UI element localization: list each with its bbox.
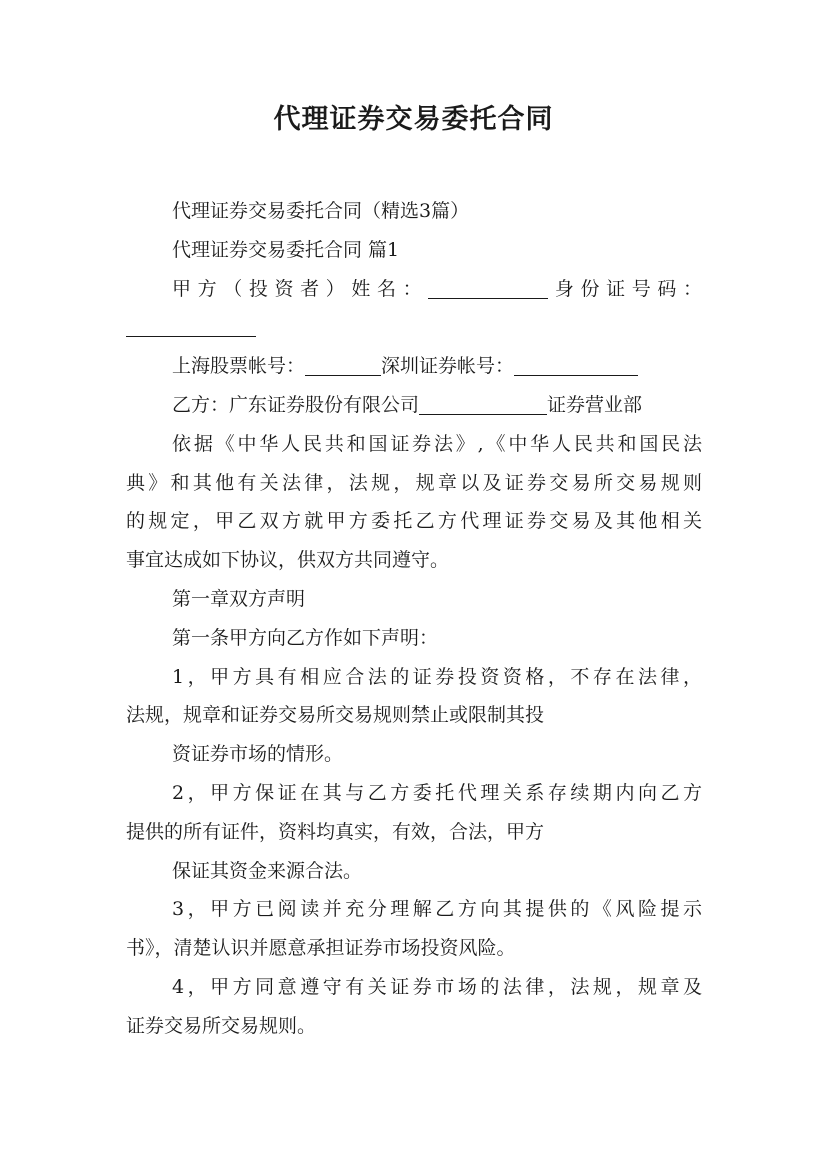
- document-title: 代理证券交易委托合同: [273, 104, 554, 135]
- accounts-line: [126, 347, 702, 386]
- party-a-id-line: [126, 308, 702, 347]
- shenzhen-account-label: 深圳证券帐号：: [381, 355, 515, 378]
- part-heading: 代理证券交易委托合同 篇1: [172, 238, 400, 261]
- article-heading: 第一条甲方向乙方作如下声明：: [172, 626, 439, 649]
- clause-line: 证券交易所交易规则。: [126, 1014, 317, 1037]
- preamble-line: 的规定，甲乙双方就甲方委托乙方代理证券交易及其他相关: [126, 510, 702, 533]
- party-b-branch-blank[interactable]: [419, 392, 547, 415]
- preamble-line: 依据《中华人民共和国证券法》,《中华人民共和国民法: [172, 432, 702, 455]
- clause-line: 书》，清楚认识并愿意承担证券市场投资风险。: [126, 937, 516, 960]
- clause-line: 1，甲方具有相应合法的证券投资资格，不存在法律，: [172, 665, 702, 688]
- preamble-line: 典》和其他有关法律，法规，规章以及证券交易所交易规则: [126, 471, 702, 494]
- party-a-name-label: 甲方（投资者）姓名：: [172, 277, 429, 300]
- party-a-name-blank[interactable]: [428, 276, 548, 299]
- preamble-line: 事宜达成如下协议，供双方共同遵守。: [126, 549, 450, 572]
- party-b-prefix: 乙方：广东证券股份有限公司: [172, 393, 420, 416]
- shenzhen-account-blank[interactable]: [514, 353, 638, 376]
- shanghai-account-label: 上海股票帐号：: [172, 355, 306, 378]
- party-a-id-label: 身份证号码：: [548, 277, 702, 300]
- clause-continuation: 保证其资金来源合法。: [172, 859, 363, 882]
- shanghai-account-blank[interactable]: [305, 353, 381, 376]
- clause-line: 2，甲方保证在其与乙方委托代理关系存续期内向乙方: [172, 781, 702, 804]
- document-body: [126, 192, 702, 1046]
- party-a-id-blank[interactable]: [126, 314, 256, 337]
- chapter-heading: 第一章双方声明: [172, 587, 306, 610]
- clause-line: 4，甲方同意遵守有关证券市场的法律，法规，规章及: [172, 975, 702, 998]
- clause-line: 法规，规章和证券交易所交易规则禁止或限制其投: [126, 704, 545, 727]
- clause-continuation: 资证券市场的情形。: [172, 743, 344, 766]
- party-b-line: [126, 386, 702, 425]
- clause-line: 提供的所有证件，资料均真实，有效，合法，甲方: [126, 820, 545, 843]
- clause-line: 3，甲方已阅读并充分理解乙方向其提供的《风险提示: [172, 898, 702, 921]
- party-b-suffix: 证券营业部: [547, 393, 643, 416]
- party-a-line: [126, 270, 702, 309]
- subtitle: 代理证券交易委托合同（精选3篇）: [172, 200, 470, 222]
